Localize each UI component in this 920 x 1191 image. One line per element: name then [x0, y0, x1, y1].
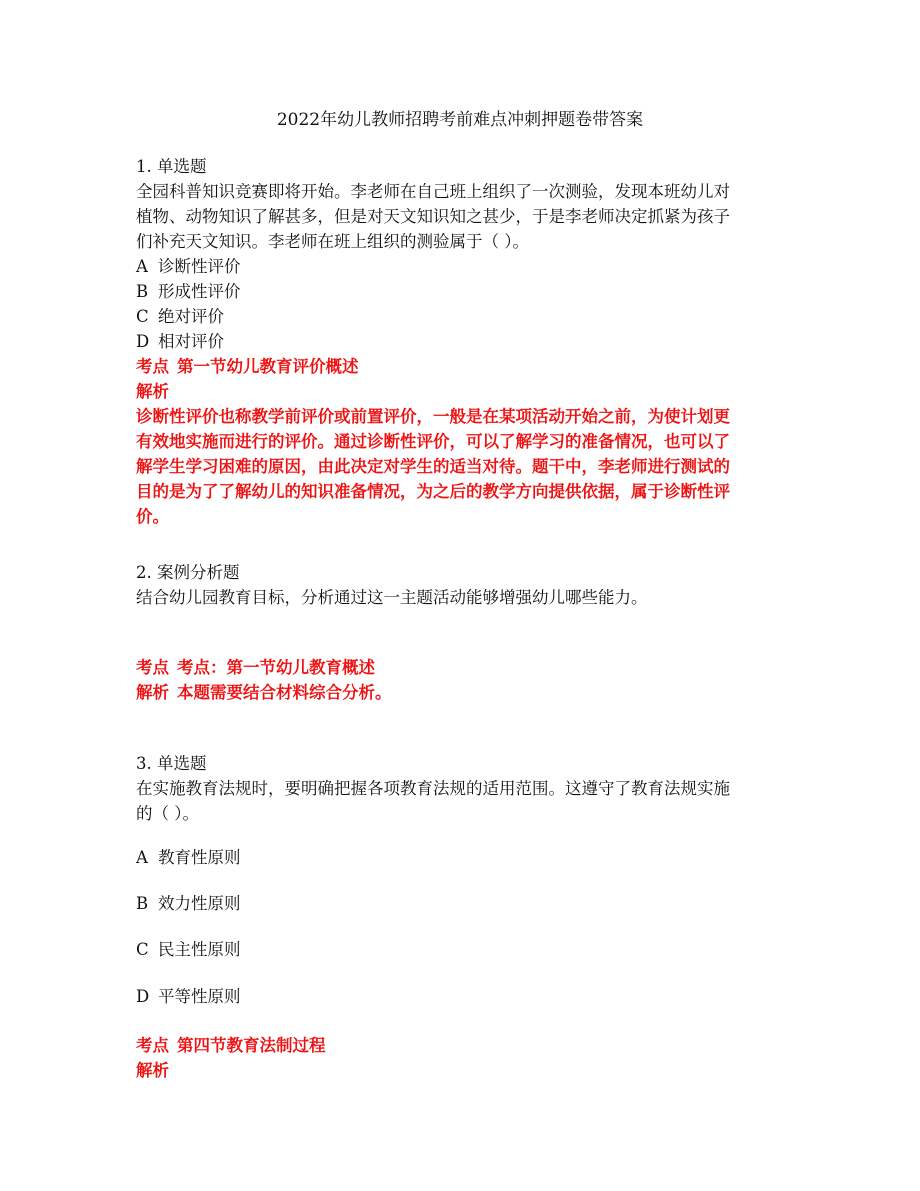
- question-1-stem-line: 全园科普知识竞赛即将开始。李老师在自己班上组织了一次测验，发现本班幼儿对: [136, 182, 730, 201]
- option-letter: C: [136, 307, 149, 326]
- question-1-jiexi-line: 价。: [136, 507, 169, 526]
- option-text: 效力性原则: [158, 894, 241, 913]
- question-1-option-a: [136, 254, 786, 279]
- question-3-stem-line: 在实施教育法规时，要明确把握各项教育法规的适用范围。这遵守了教育法规实施: [136, 779, 730, 798]
- kaodian-label: 考点: [136, 658, 169, 677]
- question-1-jiexi-line: 诊断性评价也称教学前评价或前置评价，一般是在某项活动开始之前，为使计划更: [136, 407, 730, 426]
- option-letter: C: [136, 940, 149, 959]
- question-2-header: 2. 案例分析题: [136, 563, 240, 582]
- question-3-option-b: [136, 891, 786, 916]
- kaodian-text: 考点：第一节幼儿教育概述: [177, 658, 375, 677]
- question-1-jiexi-line: 目的是为了了解幼儿的知识准备情况，为之后的教学方向提供依据，属于诊断性评: [136, 482, 730, 501]
- question-2-kaodian: [136, 655, 786, 680]
- question-1-stem-line: 植物、动物知识了解甚多，但是对天文知识知之甚少，于是李老师决定抓紧为孩子: [136, 207, 730, 226]
- question-1-option-b: [136, 279, 786, 304]
- option-letter: D: [136, 987, 150, 1006]
- option-text: 民主性原则: [158, 940, 241, 959]
- option-text: 绝对评价: [158, 307, 224, 326]
- question-3-jiexi-label: 解析: [136, 1061, 169, 1080]
- question-2: [136, 560, 786, 610]
- question-3: [136, 751, 786, 826]
- option-text: 诊断性评价: [158, 257, 241, 276]
- option-letter: A: [136, 257, 148, 276]
- question-1-header: 1. 单选题: [136, 157, 207, 176]
- option-text: 平等性原则: [158, 987, 241, 1006]
- question-2-jiexi: [136, 680, 786, 705]
- jiexi-label: 解析: [136, 683, 169, 702]
- question-1-jiexi-line: 解学生学习困难的原因，由此决定对学生的适当对待。题干中，李老师进行测试的: [136, 457, 730, 476]
- question-1-option-d: [136, 329, 786, 354]
- question-3-option-a: [136, 845, 786, 870]
- option-text: 相对评价: [158, 332, 224, 351]
- option-letter: A: [136, 848, 148, 867]
- document-title: 2022年幼儿教师招聘考前难点冲刺押题卷带答案: [276, 110, 644, 130]
- question-3-header: 3. 单选题: [136, 754, 207, 773]
- jiexi-text: 本题需要结合材料综合分析。: [177, 683, 392, 702]
- question-2-stem: 结合幼儿园教育目标，分析通过这一主题活动能够增强幼儿哪些能力。: [136, 588, 648, 607]
- question-1-stem-line: 们补充天文知识。李老师在班上组织的测验属于（ ）。: [136, 232, 529, 251]
- question-3-stem-line: 的（ ）。: [136, 804, 199, 823]
- question-3-kaodian: [136, 1033, 786, 1058]
- option-text: 教育性原则: [158, 848, 241, 867]
- option-letter: B: [136, 894, 149, 913]
- kaodian-label: 考点: [136, 357, 169, 376]
- option-letter: B: [136, 282, 149, 301]
- kaodian-label: 考点: [136, 1036, 169, 1055]
- question-3-option-c: [136, 937, 786, 962]
- question-3-answer: [136, 1033, 786, 1083]
- question-2-answer: [136, 655, 786, 705]
- question-1-kaodian: [136, 354, 786, 379]
- question-1: [136, 154, 786, 529]
- question-1-option-c: [136, 304, 786, 329]
- question-3-option-d: [136, 984, 786, 1009]
- kaodian-text: 第一节幼儿教育评价概述: [177, 357, 359, 376]
- kaodian-text: 第四节教育法制过程: [177, 1036, 326, 1055]
- option-letter: D: [136, 332, 150, 351]
- question-1-jiexi-label: 解析: [136, 382, 169, 401]
- option-text: 形成性评价: [158, 282, 241, 301]
- question-1-jiexi-line: 有效地实施而进行的评价。通过诊断性评价，可以了解学习的准备情况，也可以了: [136, 432, 730, 451]
